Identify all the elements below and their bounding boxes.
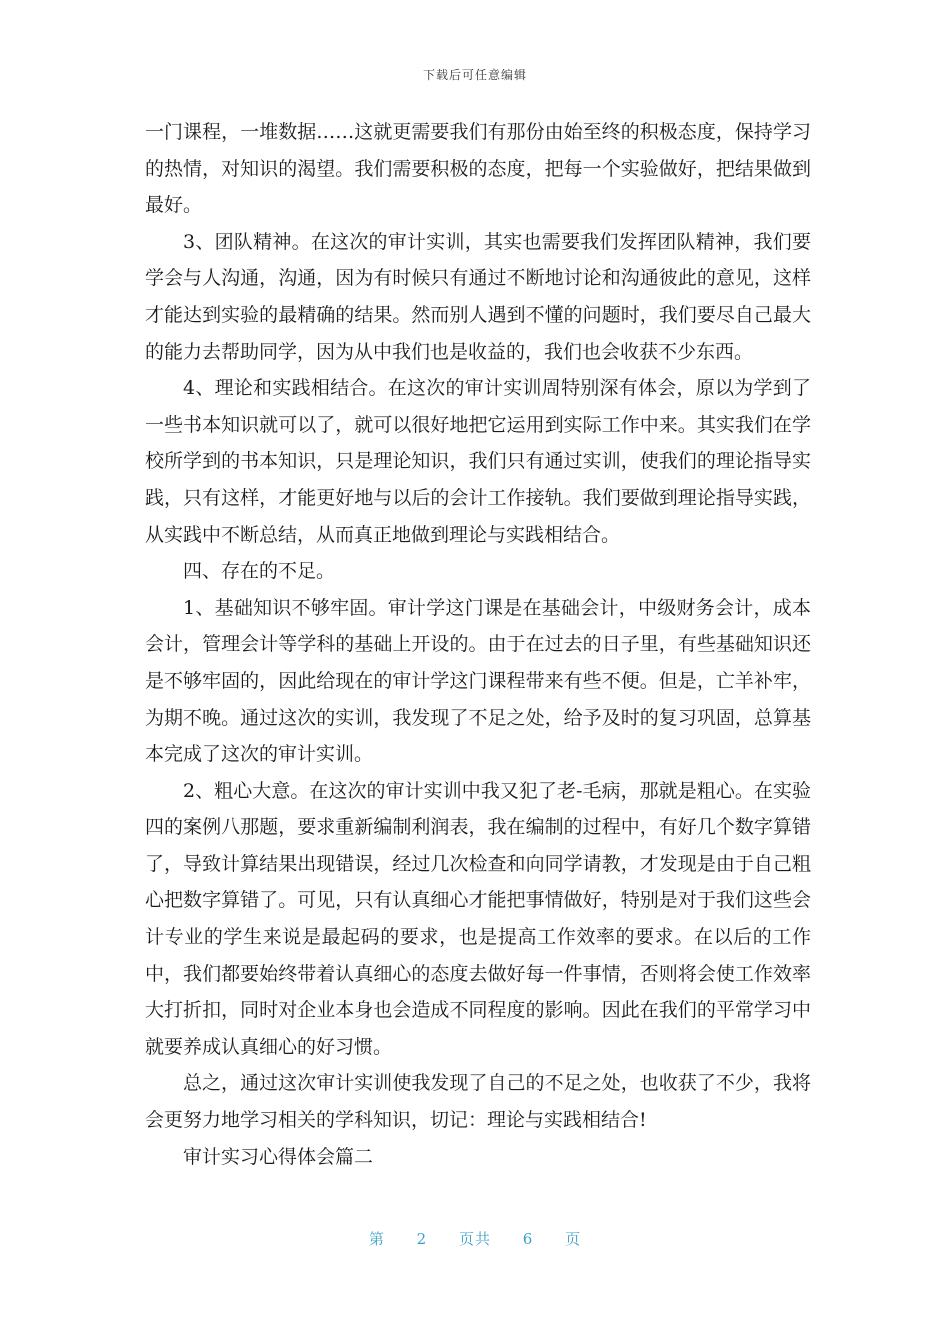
page-number-footer [0, 1228, 950, 1249]
page-label: 第 [368, 1230, 385, 1248]
paragraph-conclusion: 总之，通过这次审计实训使我发现了自己的不足之处，也收获了不少，我将会更努力地学习相关的学科知识，切记：理论与实践相结合! [145, 1072, 811, 1132]
document-body [145, 114, 811, 1175]
page-of-label: 页共 [458, 1230, 491, 1248]
paragraph-theory-practice: 4、理论和实践相结合。在这次的审计实训周特别深有体会，原以为学到了一些书本知识就可以了，就可以很好地把它运用到实际工作中来。其实我们在学校所学到的书本知识，只是理论知识，我们只有通过实训，使我们的理论指导实践，只有这样，才能更好地与以后的会计工作接轨。我们要做到理论指导实践，从实践中不断总结，从而真正地做到理论与实践相结合。 [145, 377, 811, 546]
paragraph-continuation: 一门课程，一堆数据……这就更需要我们有那份由始至终的积极态度，保持学习的热情，对知识的渴望。我们需要积极的态度，把每一个实验做好，把结果做到最好。 [145, 121, 811, 217]
paragraph-weak-foundation: 1、基础知识不够牢固。审计学这门课是在基础会计，中级财务会计，成本会计，管理会计等学科的基础上开设的。由于在过去的日子里，有些基础知识还是不够牢固的，因此给现在的审计学这门课程带来有些不便。但是，亡羊补牢，为期不晚。通过这次的实训，我发现了不足之处，给予及时的复习巩固，总算基本完成了这次的审计实训。 [145, 596, 811, 766]
page-end-label: 页 [565, 1230, 582, 1248]
download-note-header: 下载后可任意编辑 [422, 68, 527, 82]
current-page-number: 2 [416, 1230, 428, 1248]
paragraph-carelessness: 2、粗心大意。在这次的审计实训中我又犯了老-毛病，那就是粗心。在实验四的案例八那题，要求重新编制利润表，我在编制的过程中，有好几个数字算错了，导致计算结果出现错误，经过几次检查和向同学请教，才发现是由于自己粗心把数字算错了。可见，只有认真细心才能把事情做好，特别是对于我们这些会计专业的学生来说是最起码的要求，也是提高工作效率的要求。在以后的工作中，我们都要始终带着认真细心的态度去做好每一件事情，否则将会使工作效率大打折扣，同时对企业本身也会造成不同程度的影响。因此在我们的平常学习中就要养成认真细心的好习惯。 [145, 779, 811, 1058]
section-heading-shortcomings: 四、存在的不足。 [183, 560, 336, 583]
total-pages-number: 6 [522, 1230, 534, 1248]
next-article-title: 审计实习心得体会篇二 [183, 1145, 374, 1168]
paragraph-team-spirit: 3、团队精神。在这次的审计实训，其实也需要我们发挥团队精神，我们要学会与人沟通，沟通，因为有时候只有通过不断地讨论和沟通彼此的意见，这样才能达到实验的最精确的结果。然而别人遇到不懂的问题时，我们要尽自己最大的能力去帮助同学，因为从中我们也是收益的，我们也会收获不少东西。 [145, 230, 811, 363]
